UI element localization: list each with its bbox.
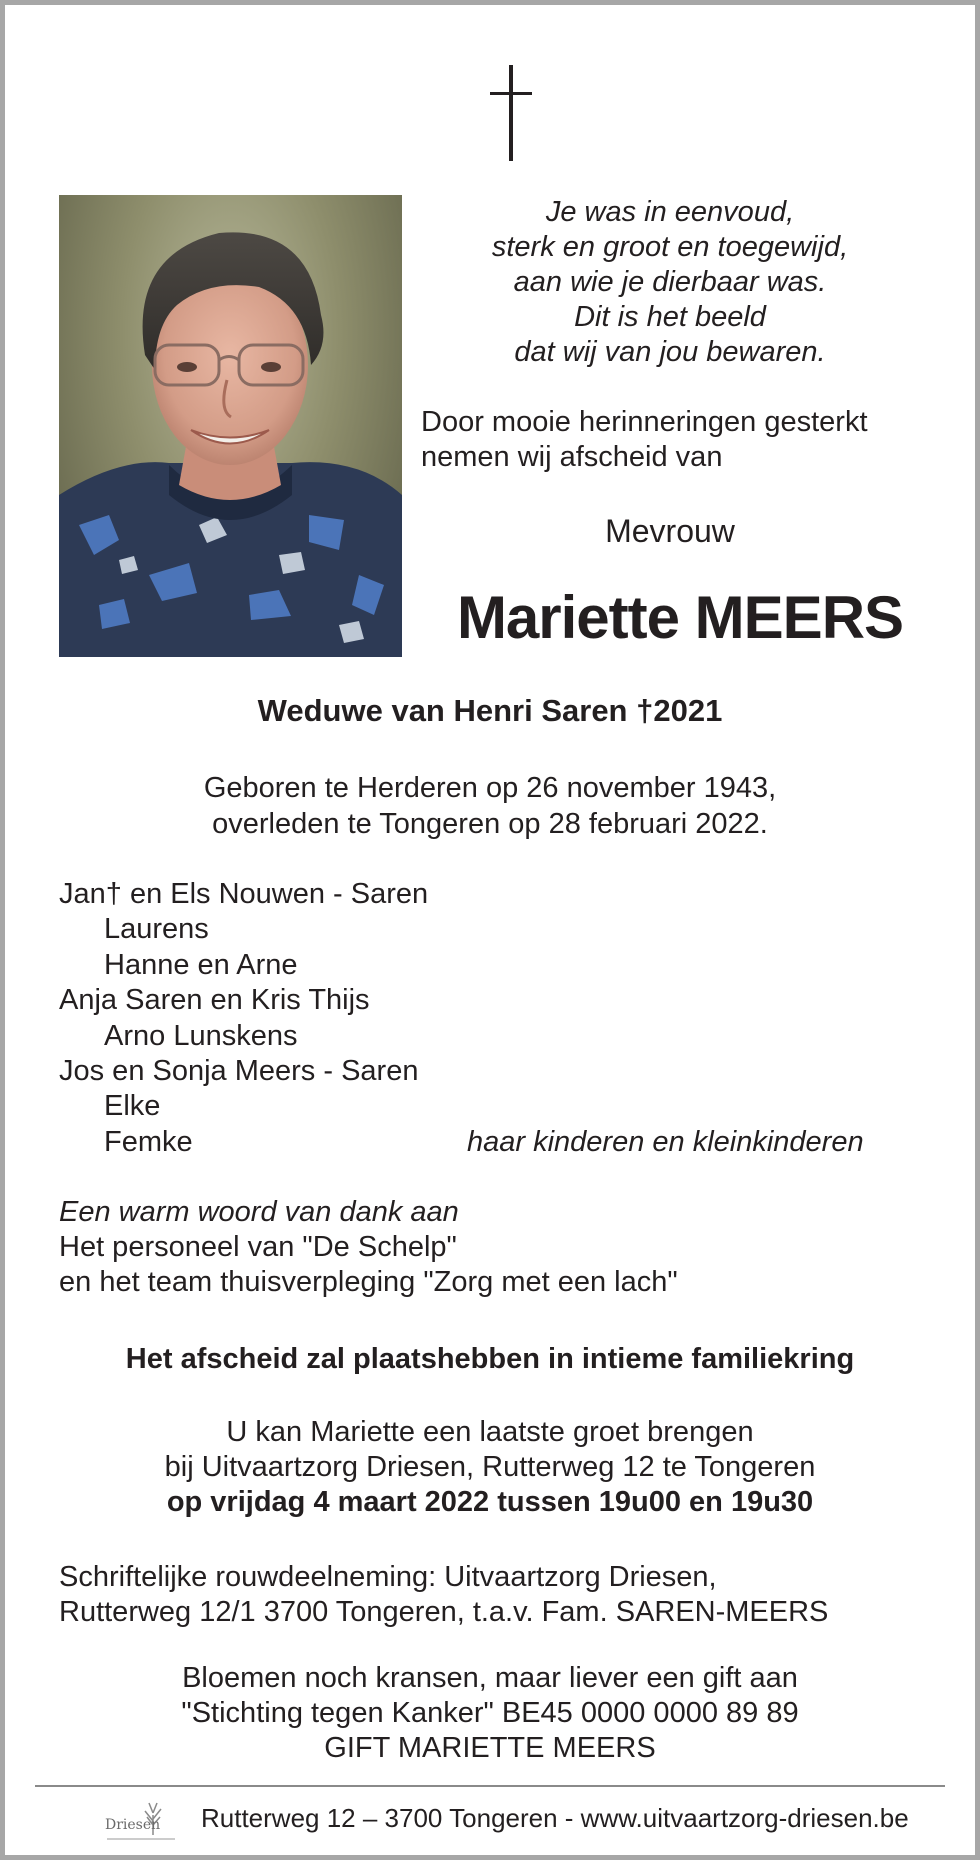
donation-line: "Stichting tegen Kanker" BE45 0000 0000 89 89 — [181, 1697, 799, 1729]
family-member: Femke — [104, 1125, 193, 1158]
family-member: Jan† en Els Nouwen - Saren — [59, 878, 429, 910]
intro-text — [421, 405, 921, 475]
family-list — [59, 877, 921, 1160]
poem-line: Dit is het beeld — [574, 301, 766, 333]
footer-address: Rutterweg 12 – 3700 Tongeren - www.uitvaartzorg-driesen.be — [201, 1803, 909, 1833]
poem-line: sterk en groot en toegewijd, — [491, 231, 849, 263]
family-member-row — [59, 1125, 921, 1160]
widow-line: Weduwe van Henri Saren †2021 — [257, 693, 723, 728]
intro-line: Door mooie herinneringen gesterkt — [421, 406, 868, 438]
poem-line: aan wie je dierbaar was. — [513, 266, 827, 298]
birth-death-info — [59, 770, 921, 842]
birth-line: Geboren te Herderen op 26 november 1943, — [203, 772, 777, 804]
thanks-intro: Een warm woord van dank aan — [59, 1196, 459, 1228]
family-member: Hanne en Arne — [104, 948, 298, 981]
portrait-photo — [59, 195, 402, 657]
poem-line: dat wij van jou bewaren. — [514, 336, 826, 368]
family-member: Arno Lunskens — [104, 1019, 298, 1052]
footer-divider — [35, 1785, 945, 1787]
visitation-info — [59, 1415, 921, 1520]
deceased-name: Mariette MEERS — [456, 584, 904, 651]
thanks-section — [59, 1195, 921, 1300]
death-line: overleden te Tongeren op 28 februari 2022. — [212, 808, 768, 840]
funeral-home-logo — [103, 1795, 179, 1845]
visit-line: U kan Mariette een laatste groet brengen — [226, 1416, 754, 1448]
thanks-line: Het personeel van "De Schelp" — [59, 1231, 457, 1263]
visit-line: bij Uitvaartzorg Driesen, Rutterweg 12 te Tongeren — [164, 1451, 816, 1483]
poem-line: Je was in eenvoud, — [545, 196, 795, 228]
family-member: Jos en Sonja Meers - Saren — [59, 1054, 419, 1087]
honorific: Mevrouw — [605, 513, 735, 549]
intro-line: nemen wij afscheid van — [421, 441, 723, 473]
cross-icon — [490, 65, 532, 165]
donation-line: GIFT MARIETTE MEERS — [324, 1732, 656, 1764]
condolence-address — [59, 1560, 921, 1630]
family-member: Elke — [104, 1090, 161, 1123]
condolence-line: Rutterweg 12/1 3700 Tongeren, t.a.v. Fam. SAREN-MEERS — [59, 1596, 829, 1628]
logo-text: Driesen — [105, 1817, 161, 1833]
condolence-line: Schriftelijke rouwdeelneming: Uitvaartzorg Driesen, — [59, 1561, 717, 1593]
family-member: Laurens — [104, 913, 209, 946]
donation-line: Bloemen noch kransen, maar liever een gift aan — [182, 1662, 798, 1694]
thanks-line: en het team thuisverpleging "Zorg met een lach" — [59, 1266, 678, 1298]
family-relation-tag: haar kinderen en kleinkinderen — [467, 1125, 864, 1158]
visit-time: op vrijdag 4 maart 2022 tussen 19u00 en 19u30 — [166, 1486, 814, 1518]
poem — [445, 195, 895, 370]
donation-info — [59, 1661, 921, 1766]
funeral-notice: Het afscheid zal plaatshebben in intieme familiekring — [125, 1343, 855, 1375]
family-member: Anja Saren en Kris Thijs — [59, 984, 370, 1017]
